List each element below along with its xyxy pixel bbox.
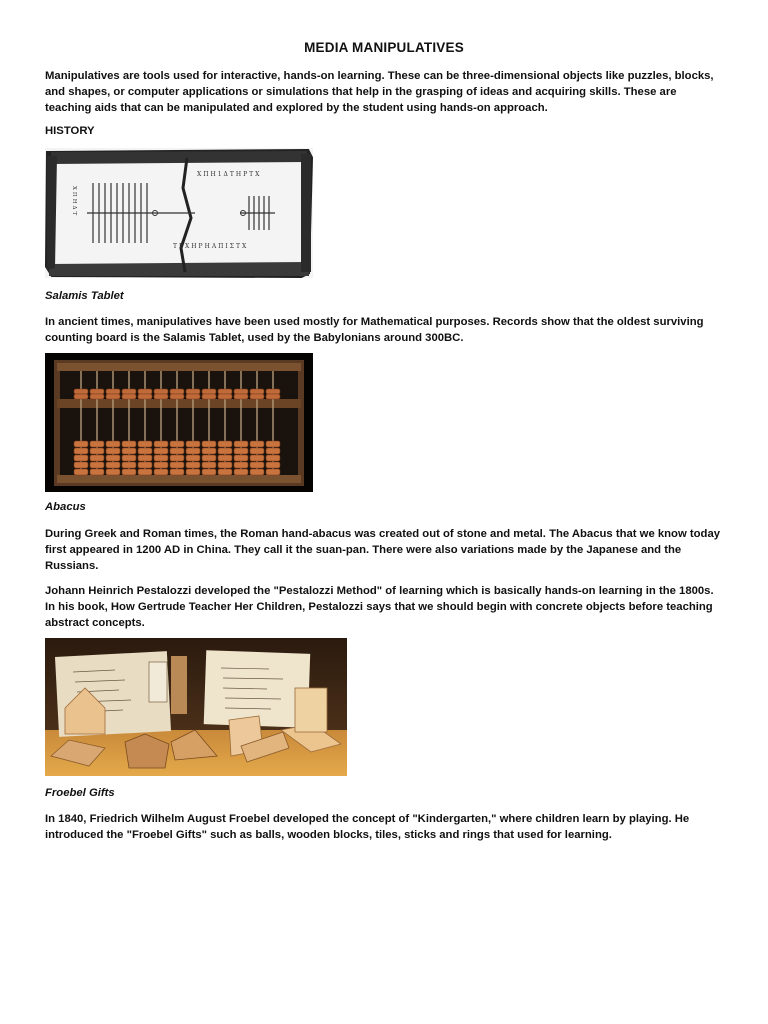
froebel-paragraph: In 1840, Friedrich Wilhelm August Froebel developed the concept of "Kindergarten," where children learn by playing. He introduced the "Froebel Gifts" such as balls, wooden blocks, tiles, sticks and rings that used for learning. — [45, 813, 690, 841]
froebel-gifts-image — [45, 638, 347, 776]
salamis-tablet-illustration — [45, 148, 313, 278]
salamis-bottom-inscription: ΤΡΧΗΡΗΑΠΙΣΤΧ — [173, 243, 249, 250]
salamis-tablet-image — [45, 148, 313, 278]
page-title: MEDIA MANIPULATIVES — [304, 40, 464, 55]
salamis-side-inscription: ΧΠΗΔΤ — [71, 186, 77, 218]
abacus-illustration — [45, 353, 313, 492]
pestalozzi-paragraph: Johann Heinrich Pestalozzi developed the "Pestalozzi Method" of learning which is basically hands-on learning in the 1800s. In his book, How Gertrude Teacher Her Children, Pestalozzi says that we should begin with concrete objects before teaching abstract concepts. — [45, 585, 714, 629]
abacus-image — [45, 353, 313, 492]
froebel-caption: Froebel Gifts — [45, 787, 115, 799]
salamis-paragraph: In ancient times, manipulatives have been used mostly for Mathematical purposes. Records show that the oldest surviving counting board is the Salamis Tablet, used by the Babylonians around 300BC. — [45, 316, 704, 344]
intro-paragraph: Manipulatives are tools used for interactive, hands-on learning. These can be three-dimensional objects like puzzles, blocks, and shapes, or computer applications or simulations that help in the grasping of ideas and acquiring skills. These are teaching aids that can be manipulated and explored by the student using hands-on approach. — [45, 70, 714, 114]
abacus-caption: Abacus — [45, 501, 86, 513]
salamis-caption: Salamis Tablet — [45, 290, 124, 302]
salamis-top-inscription: ΧΠΗ1ΔΤΗΡΤΧ — [197, 171, 262, 178]
froebel-gifts-illustration — [45, 638, 347, 776]
abacus-paragraph: During Greek and Roman times, the Roman hand-abacus was created out of stone and metal. The Abacus that we know today first appeared in 1200 AD in China. They call it the suan-pan. There were also variations made by the Japanese and the Russians. — [45, 528, 721, 572]
history-heading: HISTORY — [45, 125, 95, 137]
